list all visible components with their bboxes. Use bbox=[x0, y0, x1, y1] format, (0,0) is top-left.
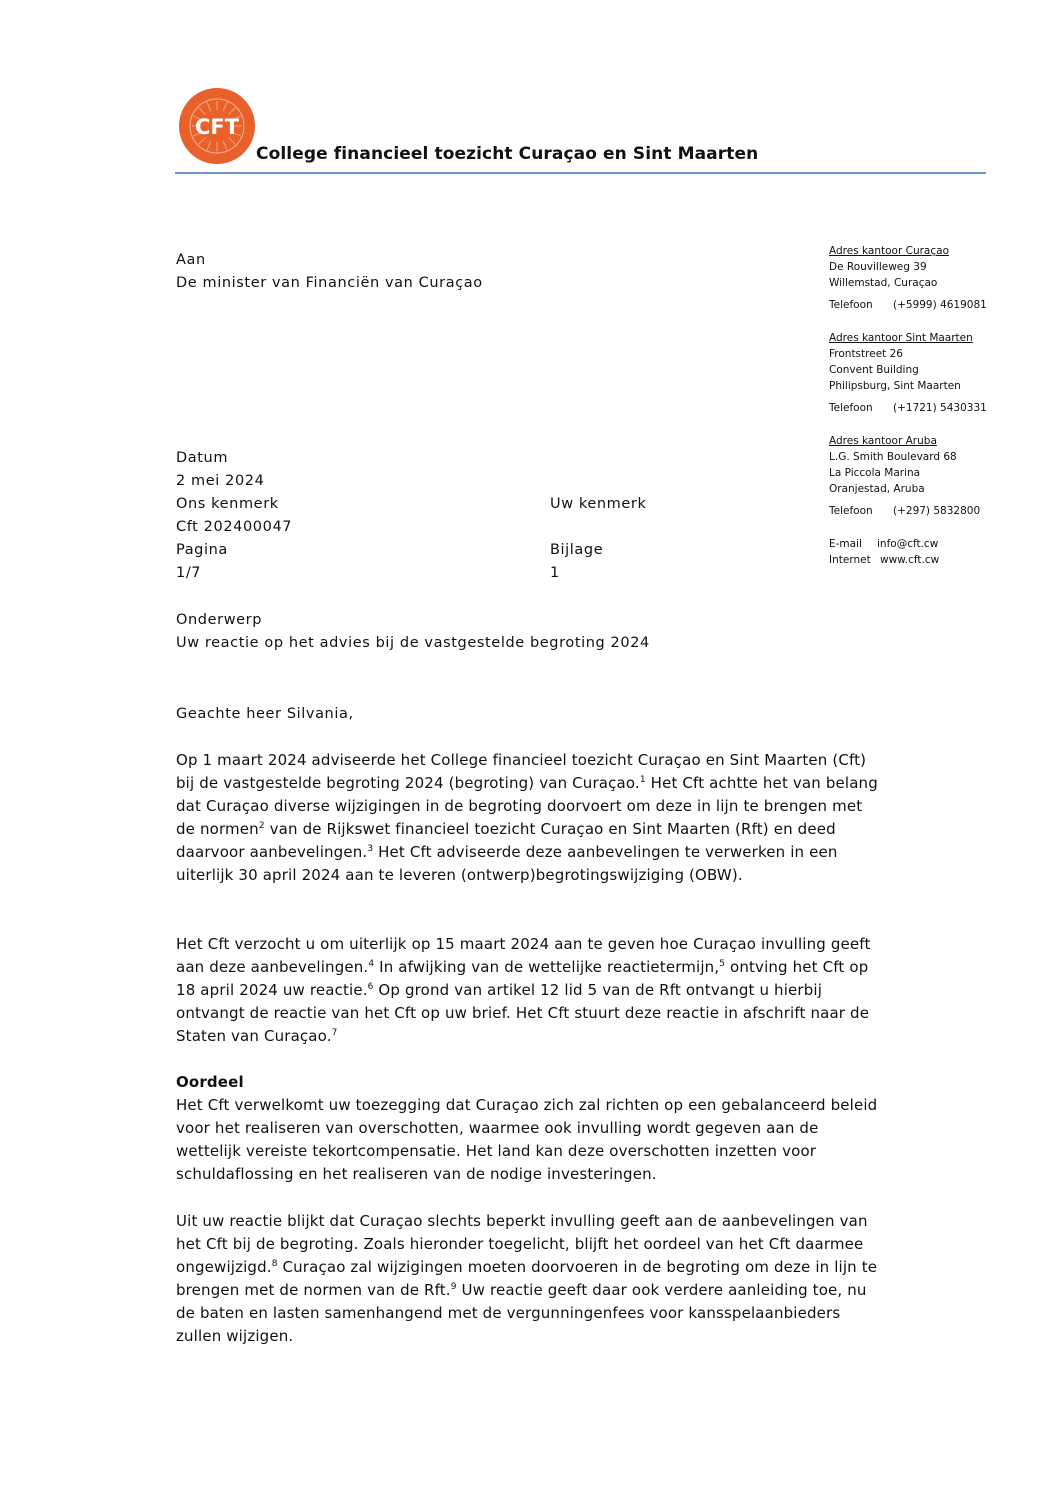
footnote-ref[interactable]: 2 bbox=[258, 821, 265, 831]
aruba-address-line: La Piccola Marina bbox=[829, 467, 921, 479]
cft-logo bbox=[178, 87, 256, 165]
cft-logo-icon bbox=[178, 87, 256, 165]
sint-maarten-phone: Telefoon (+1721) 5430331 bbox=[829, 402, 987, 414]
bijlage-value: 1 bbox=[550, 565, 560, 581]
datum-value: 2 mei 2024 bbox=[176, 473, 265, 489]
header-divider bbox=[175, 172, 986, 174]
footnote-ref[interactable]: 7 bbox=[331, 1028, 338, 1038]
organization-title: College financieel toezicht Curaçao en Sint Maarten bbox=[256, 144, 759, 164]
bijlage-label: Bijlage bbox=[550, 542, 604, 558]
email-link[interactable]: info@cft.cw bbox=[877, 538, 939, 550]
sint-maarten-address-line: Convent Building bbox=[829, 364, 919, 376]
aruba-address-line: L.G. Smith Boulevard 68 bbox=[829, 451, 957, 463]
datum-label: Datum bbox=[176, 450, 229, 466]
paragraph-2: Het Cft verzocht u om uiterlijk op 15 maart 2024 aan te geven hoe Curaçao invulling geeft aan deze aanbevelingen.$^4$ In afwijking van de wettelijke reactietermijn,$^5$ ontving het Cft op 18 april 2024 uw reactie.$^6$ Op grond van artikel 12 lid 5 van de Rft ontvangt u hierbij ontvangt de reactie van het Cft op uw brief. Het Cft stuurt deze reactie in afschrift naar de Staten van Curaçao.$^7$ bbox=[176, 935, 871, 1045]
sint-maarten-office-heading: Adres kantoor Sint Maarten bbox=[829, 332, 973, 344]
aruba-phone: Telefoon (+297) 5832800 bbox=[829, 505, 981, 517]
curacao-phone: Telefoon (+5999) 4619081 bbox=[829, 299, 987, 311]
paragraph-1: Op 1 maart 2024 adviseerde het College financieel toezicht Curaçao en Sint Maarten (Cft) bij de vastgestelde begroting 2024 (begroting) van Curaçao.$^1$ Het Cft achtte het van belang dat Curaçao diverse wijzigingen in de begroting doorvoert om deze in lijn te brengen met de normen$^2$ van de Rijkswet financieel toezicht Curaçao en Sint Maarten (Rft) en deed daarvoor aanbevelingen.$^3$ Het Cft adviseerde deze aanbevelingen te verwerken in een uiterlijk 30 april 2024 aan te leveren (ontwerp)begrotingswijziging (OBW). bbox=[176, 751, 878, 884]
footnote-ref[interactable]: 1 bbox=[639, 775, 646, 785]
salutation: Geachte heer Silvania, bbox=[176, 706, 354, 722]
paragraph-4: Uit uw reactie blijkt dat Curaçao slechts beperkt invulling geeft aan de aanbevelingen van het Cft bij de begroting. Zoals hieronder toegelicht, blijft het oordeel van het Cft daarmee ongewijzigd.$^8$ Curaçao zal wijzigingen moeten doorvoeren in de begroting om deze in lijn te brengen met de normen van de Rft.$^9$ Uw reactie geeft daar ook verdere aanleiding toe, nu de baten en lasten samenhangend met de vergunningenfees voor kansspelaanbieders zullen wijzigen. bbox=[176, 1212, 878, 1345]
website-link[interactable]: www.cft.cw bbox=[880, 554, 940, 566]
addressee-label: Aan bbox=[176, 252, 206, 268]
paragraph-3: Het Cft verwelkomt uw toezegging dat Curaçao zich zal richten op een gebalanceerd beleid voor het realiseren van overschotten, waarmee ook invulling wordt gegeven aan de wettelijk vereiste tekortcompensatie. Het land kan deze overschotten inzetten voor schuldaflossing en het realiseren van de nodige investeringen. bbox=[176, 1096, 878, 1183]
internet-line: Internet www.cft.cw bbox=[829, 554, 940, 566]
footnote-ref[interactable]: 9 bbox=[450, 1282, 457, 1292]
curacao-address-line: De Rouvilleweg 39 bbox=[829, 261, 927, 273]
footnote-ref[interactable]: 6 bbox=[367, 982, 374, 992]
uw-kenmerk-label: Uw kenmerk bbox=[550, 496, 647, 512]
email-line: E-mail info@cft.cw bbox=[829, 538, 939, 550]
ons-kenmerk-label: Ons kenmerk bbox=[176, 496, 279, 512]
pagina-value: 1/7 bbox=[176, 565, 202, 581]
section-heading-oordeel: Oordeel bbox=[176, 1073, 244, 1091]
ons-kenmerk-value: Cft 202400047 bbox=[176, 519, 293, 535]
curacao-office-heading: Adres kantoor Curaçao bbox=[829, 245, 949, 257]
addressee-value: De minister van Financiën van Curaçao bbox=[176, 275, 483, 291]
footnote-ref[interactable]: 4 bbox=[368, 959, 375, 969]
office-addresses bbox=[829, 243, 987, 568]
svg-text:CFT: CFT bbox=[194, 115, 240, 139]
aruba-office-heading: Adres kantoor Aruba bbox=[829, 435, 937, 447]
onderwerp-value: Uw reactie op het advies bij de vastgestelde begroting 2024 bbox=[176, 635, 650, 651]
footnote-ref[interactable]: 8 bbox=[271, 1259, 278, 1269]
aruba-address-line: Oranjestad, Aruba bbox=[829, 483, 925, 495]
footnote-ref[interactable]: 3 bbox=[367, 844, 374, 854]
sint-maarten-address-line: Frontstreet 26 bbox=[829, 348, 903, 360]
curacao-address-line: Willemstad, Curaçao bbox=[829, 277, 938, 289]
pagina-label: Pagina bbox=[176, 542, 228, 558]
footnote-ref[interactable]: 5 bbox=[719, 959, 726, 969]
sint-maarten-address-line: Philipsburg, Sint Maarten bbox=[829, 380, 961, 392]
onderwerp-label: Onderwerp bbox=[176, 612, 263, 628]
